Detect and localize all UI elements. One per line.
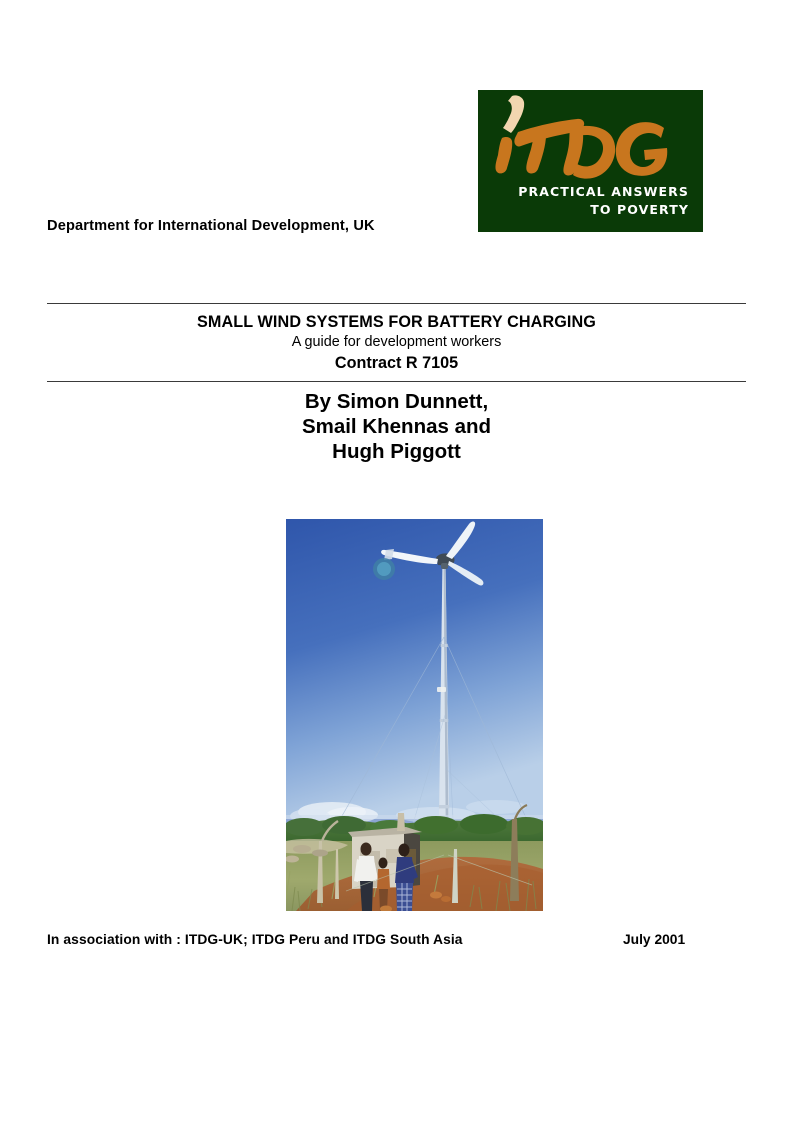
author-line-2: Smail Khennas and (301, 415, 492, 438)
contract-number: Contract R 7105 (334, 354, 459, 373)
document-title: SMALL WIND SYSTEMS FOR BATTERY CHARGING (197, 313, 596, 331)
itdg-wordmark-icon (478, 90, 703, 185)
department-line: Department for International Development, UK (47, 218, 375, 234)
cover-photo-image (286, 519, 543, 911)
itdg-logo (478, 90, 703, 232)
author-line-3: Hugh Piggott (332, 440, 461, 463)
authors-block (0, 389, 793, 464)
document-subtitle: A guide for development workers (291, 334, 502, 351)
footer-date: July 2001 (623, 932, 686, 947)
logo-tagline-line-2: TO POVERTY (590, 202, 689, 217)
logo-tagline-line-1: PRACTICAL ANSWERS (518, 184, 689, 199)
footer-association: In association with : ITDG-UK; ITDG Peru and ITDG South Asia (47, 932, 463, 947)
author-line-1: By Simon Dunnett, (304, 390, 489, 413)
title-block (47, 303, 746, 382)
cover-photo (286, 519, 543, 911)
